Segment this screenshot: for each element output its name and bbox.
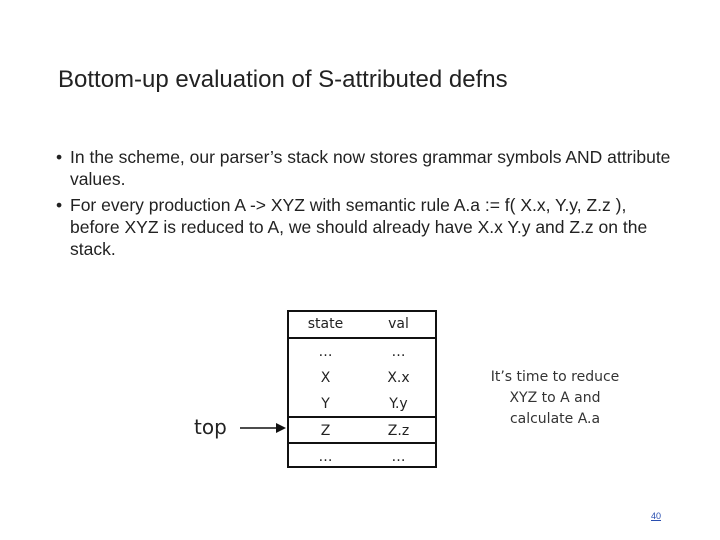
bullet-dot: • <box>56 147 63 167</box>
bullet-item <box>54 194 674 260</box>
stack-row <box>289 444 435 470</box>
stack-row <box>289 365 435 391</box>
page-number-link[interactable]: 40 <box>651 511 662 521</box>
note-line: calculate A.a <box>509 411 601 427</box>
stack-val-cell: … <box>391 344 406 360</box>
stack-header-row <box>289 312 435 339</box>
arrow-right-icon <box>240 421 288 435</box>
header-state: state <box>307 316 344 332</box>
stack-state-cell: … <box>318 344 333 360</box>
bullet-list <box>54 146 674 264</box>
top-label: top <box>194 415 227 439</box>
stack-row <box>289 391 435 417</box>
bullet-dot: • <box>56 195 63 215</box>
stack-val-cell: X.x <box>387 370 410 386</box>
bullet-item <box>54 146 674 190</box>
bullet-text: In the scheme, our parser’s stack now stores grammar symbols AND attribute values. <box>70 147 671 189</box>
stack-state-cell: Z <box>320 423 331 439</box>
reduce-note <box>480 367 630 430</box>
stack-table <box>287 310 437 468</box>
note-line: It’s time to reduce <box>490 369 620 385</box>
stack-val-cell: Y.y <box>389 396 408 412</box>
stack-val-cell: … <box>391 449 406 465</box>
header-val: val <box>388 316 409 332</box>
slide-title: Bottom-up evaluation of S-attributed defns <box>58 66 508 93</box>
bullet-text: For every production A -> XYZ with semantic rule A.a := f( X.x, Y.y, Z.z ), before XYZ is reduced to A, we should already have X.x Y.y and Z.z on the stack. <box>70 195 648 259</box>
stack-state-cell: X <box>320 370 331 386</box>
stack-val-cell: Z.z <box>387 423 410 439</box>
stack-state-cell: Y <box>321 396 330 412</box>
stack-state-cell: … <box>318 449 333 465</box>
stack-row <box>289 339 435 365</box>
note-line: XYZ to A and <box>509 390 601 406</box>
stack-row-top <box>289 418 435 444</box>
